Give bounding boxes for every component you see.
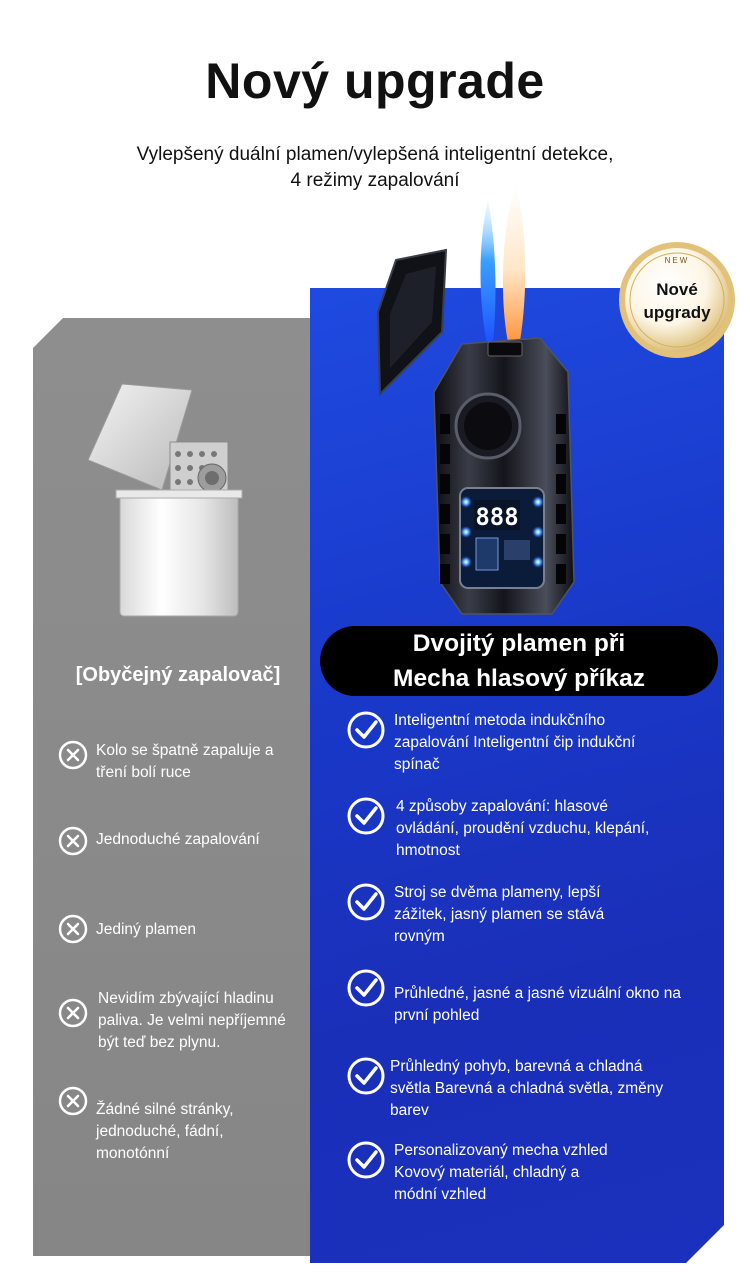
cross-circle-icon — [58, 826, 88, 856]
check-circle-icon — [346, 882, 386, 922]
con-text: Jednoduché zapalování — [96, 831, 260, 848]
check-circle-icon — [346, 1056, 386, 1096]
pro-text: Personalizovaný mecha vzhled Kovový materiál, chladný a módní vzhled — [394, 1142, 608, 1203]
cross-circle-icon — [58, 914, 88, 944]
page-title: Nový upgrade — [205, 53, 545, 109]
badge-line-1: Nové — [656, 280, 698, 299]
product-heading-line-1: Dvojitý plamen při — [412, 630, 626, 657]
con-text: Nevidím zbývající hladinu paliva. Je velmi nepříjemné být teď bez plynu. — [98, 990, 286, 1051]
pro-text: 4 způsoby zapalování: hlasové ovládání, proudění vzduchu, klepání, hmotnost — [396, 798, 650, 859]
subtitle-line-1: Vylepšený duální plamen/vylepšená inteligentní detekce, — [136, 144, 614, 165]
product-lighter-image — [370, 182, 590, 622]
con-text: Jediný plamen — [96, 921, 196, 938]
con-text: Kolo se špatně zapaluje a tření bolí ruce — [96, 742, 274, 781]
ordinary-lighter-image — [80, 372, 260, 622]
product-heading-line-2: Mecha hlasový příkaz — [393, 665, 645, 692]
pro-text: Stroj se dvěma plameny, lepší zážitek, jasný plamen se stává rovným — [394, 884, 605, 945]
cross-circle-icon — [58, 740, 88, 770]
check-circle-icon — [346, 968, 386, 1008]
subtitle-line-2: 4 režimy zapalování — [290, 170, 460, 191]
lighter-display-digits: 888 — [475, 503, 519, 531]
ordinary-heading: [Obyčejný zapalovač] — [75, 664, 281, 686]
cross-circle-icon — [58, 998, 88, 1028]
pro-text: Inteligentní metoda indukčního zapalování Inteligentní čip indukční spínač — [394, 712, 636, 773]
pro-text: Průhledný pohyb, barevná a chladná světla Barevná a chladná světla, změny barev — [390, 1058, 664, 1119]
cross-circle-icon — [58, 1086, 88, 1116]
badge-new-label: NEW — [664, 256, 690, 265]
check-circle-icon — [346, 796, 386, 836]
pro-text: Průhledné, jasné a jasné vizuální okno na první pohled — [394, 985, 681, 1024]
con-text: Žádné silné stránky, jednoduché, fádní, monotónní — [96, 1101, 234, 1162]
check-circle-icon — [346, 1140, 386, 1180]
check-circle-icon — [346, 710, 386, 750]
product-heading — [320, 626, 718, 696]
badge-text — [615, 278, 739, 324]
badge-line-2: upgrady — [643, 303, 711, 322]
